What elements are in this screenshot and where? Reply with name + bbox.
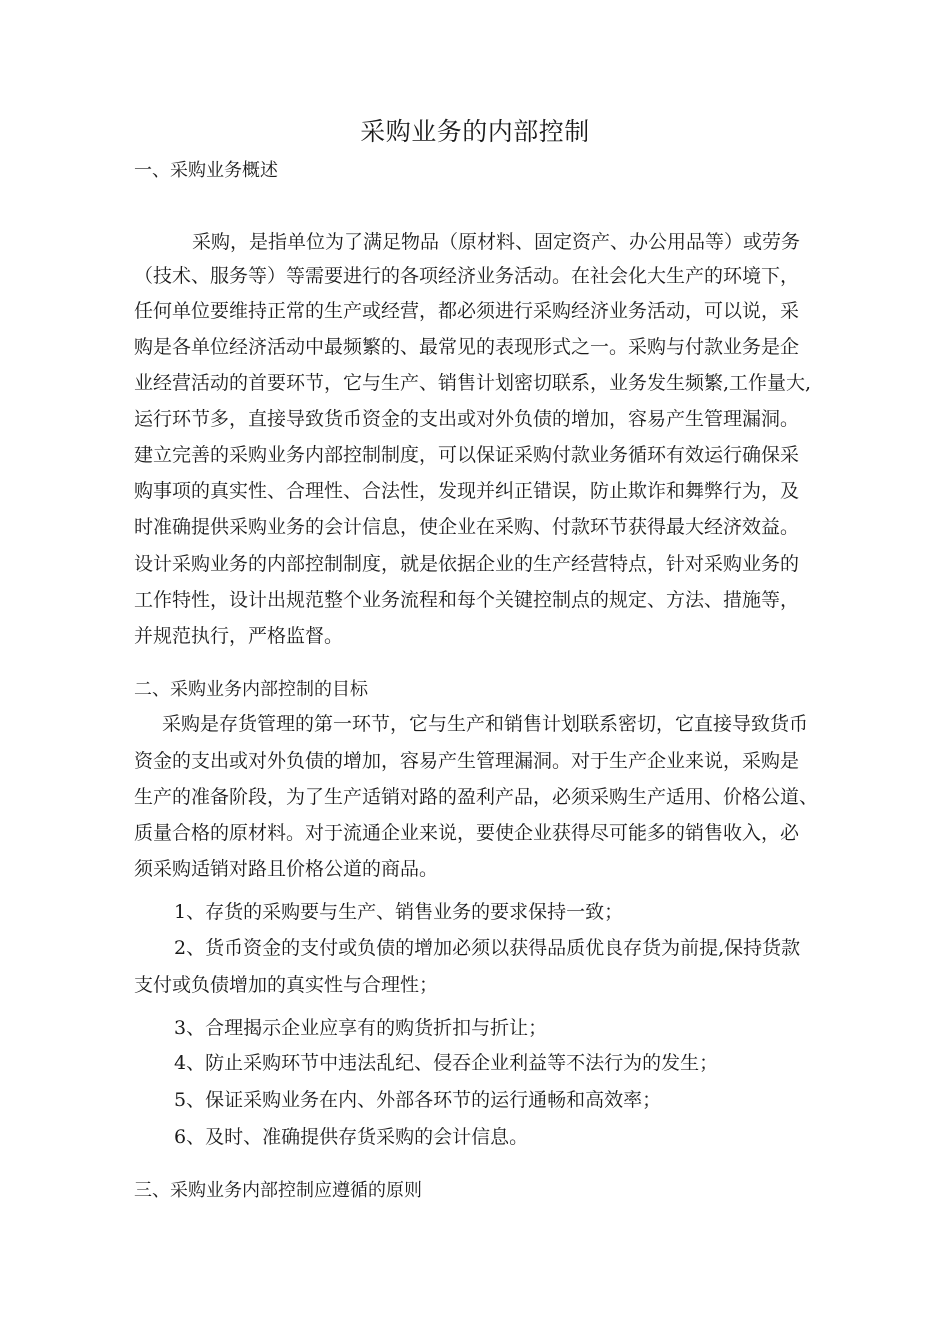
body-line: 采购是存货管理的第一环节，它与生产和销售计划联系密切，它直接导致货币	[162, 713, 809, 735]
section-heading-2: 二、采购业务内部控制的目标	[134, 679, 368, 700]
list-item: 1、存货的采购要与生产、销售业务的要求保持一致；	[174, 901, 624, 923]
body-line: 建立完善的采购业务内部控制制度，可以保证采购付款业务循环有效运行确保采	[134, 444, 800, 466]
body-line: 生产的准备阶段，为了生产适销对路的盈利产品，必须采购生产适用、价格公道、	[134, 786, 819, 808]
document-title: 采购业务的内部控制	[360, 117, 590, 146]
body-line: （技术、服务等）等需要进行的各项经济业务活动。在社会化大生产的环境下，	[134, 265, 800, 287]
body-line: 并规范执行，严格监督。	[134, 625, 344, 647]
body-line: 购是各单位经济活动中最频繁的、最常见的表现形式之一。采购与付款业务是企	[134, 336, 800, 358]
section-heading-1: 一、采购业务概述	[134, 160, 278, 181]
body-line: 时准确提供采购业务的会计信息，使企业在采购、付款环节获得最大经济效益。	[134, 516, 800, 538]
body-line: 业经营活动的首要环节，它与生产、销售计划密切联系，业务发生频繁,工作量大,	[134, 372, 812, 394]
body-line: 采购，是指单位为了满足物品（原材料、固定资产、办公用品等）或劳务	[192, 231, 801, 253]
body-line: 工作特性，设计出规范整个业务流程和每个关键控制点的规定、方法、措施等，	[134, 589, 800, 611]
body-line: 运行环节多，直接导致货币资金的支出或对外负债的增加，容易产生管理漏洞。	[134, 408, 800, 430]
body-line: 资金的支出或对外负债的增加，容易产生管理漏洞。对于生产企业来说，采购是	[134, 750, 800, 772]
body-line: 须采购适销对路且价格公道的商品。	[134, 858, 439, 880]
body-line: 任何单位要维持正常的生产或经营，都必须进行采购经济业务活动，可以说，采	[134, 300, 800, 322]
body-line: 质量合格的原材料。对于流通企业来说，要使企业获得尽可能多的销售收入，必	[134, 822, 800, 844]
body-line: 购事项的真实性、合理性、合法性，发现并纠正错误，防止欺诈和舞弊行为，及	[134, 480, 800, 502]
list-item: 4、防止采购环节中违法乱纪、侵吞企业利益等不法行为的发生；	[174, 1052, 719, 1074]
section-heading-3: 三、采购业务内部控制应遵循的原则	[134, 1180, 422, 1201]
body-line: 设计采购业务的内部控制制度，就是依据企业的生产经营特点，针对采购业务的	[134, 553, 800, 575]
body-line: 支付或负债增加的真实性与合理性；	[134, 974, 439, 996]
list-item: 2、货币资金的支付或负债的增加必须以获得品质优良存货为前提,保持货款	[174, 937, 801, 959]
list-item: 3、合理揭示企业应享有的购货折扣与折让；	[174, 1017, 548, 1039]
list-item: 6、及时、准确提供存货采购的会计信息。	[174, 1126, 529, 1148]
list-item: 5、保证采购业务在内、外部各环节的运行通畅和高效率；	[174, 1089, 662, 1111]
